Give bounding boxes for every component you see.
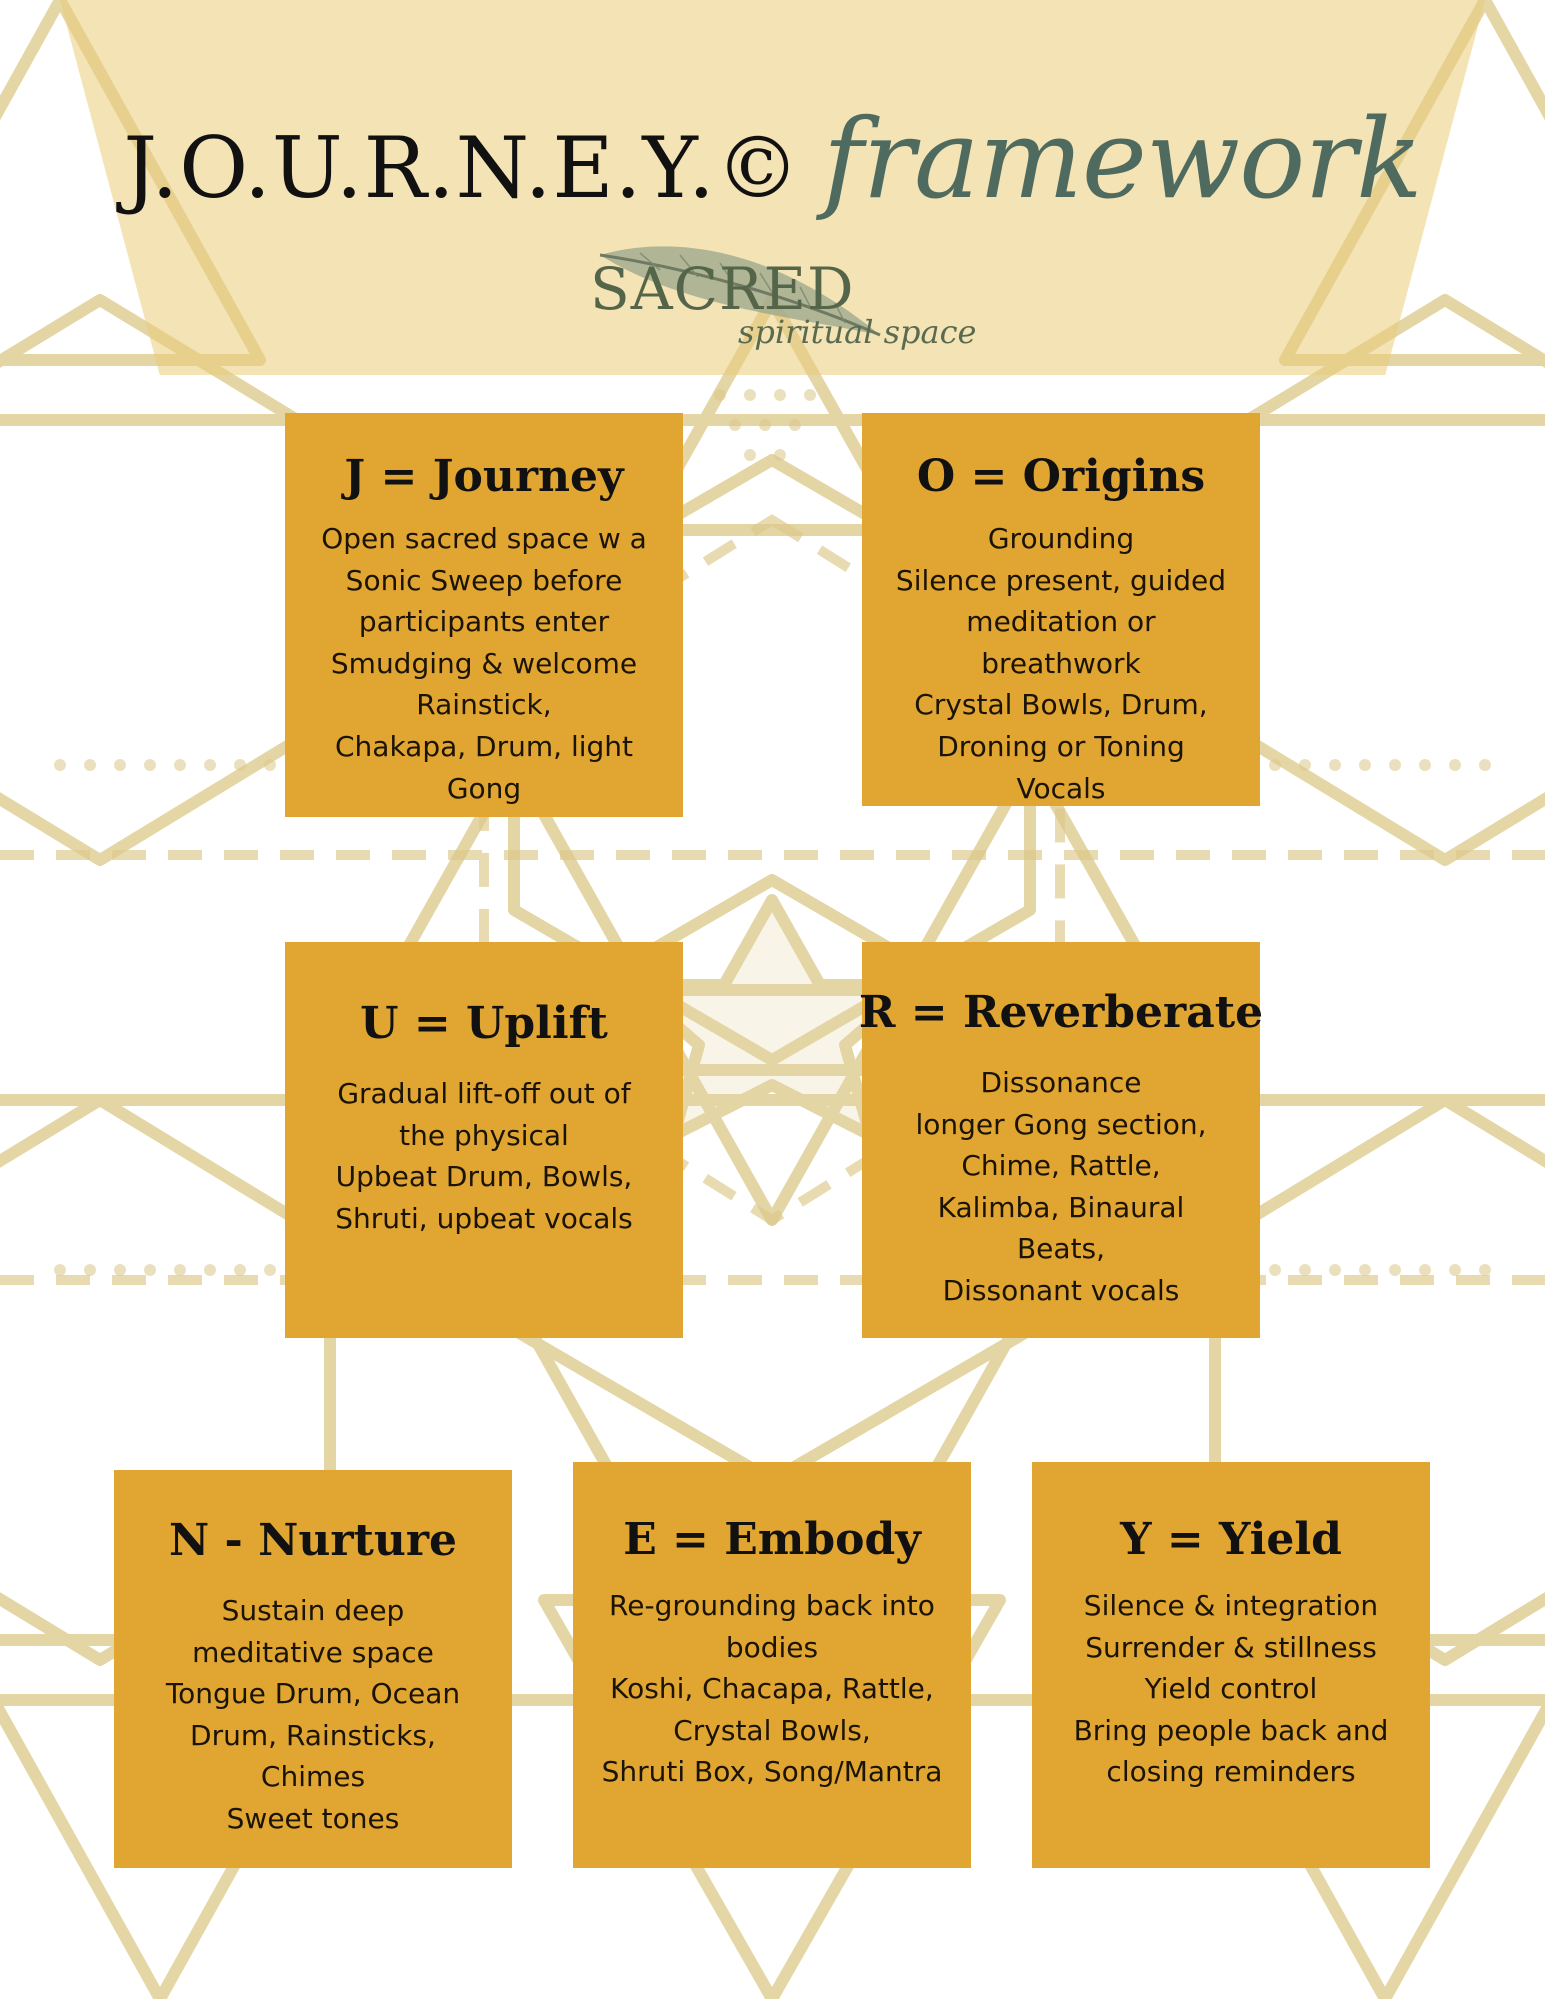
- card-body: [166, 1590, 460, 1840]
- card-body: [602, 1585, 943, 1793]
- logo-tagline: spiritual space: [738, 313, 977, 351]
- card-line: meditative space: [192, 1635, 434, 1669]
- card-line: bodies: [725, 1630, 819, 1664]
- card-line: Vocals: [1016, 771, 1106, 805]
- card-embody: [573, 1462, 971, 1868]
- card-line: breathwork: [981, 646, 1141, 680]
- card-line: Sonic Sweep before: [345, 563, 623, 597]
- card-line: participants enter: [358, 605, 610, 639]
- card-body: [321, 518, 647, 809]
- card-line: Yield control: [1144, 1672, 1318, 1706]
- card-title: U = Uplift: [360, 998, 608, 1049]
- card-line: Open sacred space w a: [321, 522, 647, 555]
- title-script: framework: [822, 95, 1422, 223]
- card-nurture: [114, 1470, 512, 1868]
- card-line: Kalimba, Binaural: [937, 1190, 1185, 1224]
- card-line: the physical: [399, 1118, 569, 1152]
- card-line: Droning or Toning: [937, 729, 1185, 763]
- card-line: Upbeat Drum, Bowls,: [335, 1160, 633, 1194]
- card-line: Koshi, Chacapa, Rattle,: [610, 1672, 934, 1706]
- card-title: N - Nurture: [169, 1515, 457, 1566]
- card-yield: [1032, 1462, 1430, 1868]
- card-line: Beats,: [1016, 1232, 1106, 1266]
- card-body: [915, 1062, 1206, 1312]
- card-line: Surrender & stillness: [1085, 1630, 1377, 1664]
- card-title: Y = Yield: [1120, 1514, 1342, 1565]
- card-origins: [862, 413, 1260, 806]
- card-line: Tongue Drum, Ocean: [165, 1677, 461, 1711]
- card-line: Chakapa, Drum, light: [334, 729, 634, 763]
- card-line: Rainstick,: [416, 688, 552, 722]
- card-line: Shruti Box, Song/Mantra: [601, 1755, 943, 1789]
- card-line: Dissonant vocals: [942, 1273, 1180, 1307]
- card-line: Chimes: [260, 1760, 366, 1794]
- card-title: E = Embody: [623, 1514, 921, 1565]
- title-acronym: J.O.U.R.N.E.Y.©: [123, 119, 801, 217]
- card-uplift: [285, 942, 683, 1338]
- card-journey: [285, 413, 683, 817]
- card-line: Smudging & welcome: [330, 646, 638, 680]
- card-line: Re-grounding back into: [609, 1589, 935, 1622]
- card-title: O = Origins: [916, 451, 1206, 502]
- card-line: Bring people back and: [1073, 1713, 1389, 1747]
- card-line: Drum, Rainsticks,: [190, 1718, 436, 1752]
- card-line: closing reminders: [1106, 1755, 1356, 1789]
- card-line: Silence present, guided: [895, 563, 1227, 597]
- card-body: [1074, 1585, 1389, 1793]
- card-line: Grounding: [987, 522, 1135, 555]
- card-title: J = Journey: [344, 451, 624, 502]
- card-line: Chime, Rattle,: [961, 1149, 1161, 1183]
- card-body: [335, 1073, 633, 1239]
- card-line: Shruti, upbeat vocals: [335, 1201, 633, 1235]
- card-line: Gradual lift-off out of: [337, 1077, 631, 1110]
- card-line: Silence & integration: [1083, 1589, 1379, 1622]
- card-line: longer Gong section,: [915, 1107, 1207, 1141]
- logo-wordmark: SACRED: [590, 255, 855, 323]
- card-line: Sustain deep: [221, 1594, 405, 1627]
- card-reverberate: [858, 942, 1264, 1338]
- card-line: Gong: [446, 771, 522, 805]
- card-line: Crystal Bowls, Drum,: [914, 688, 1208, 722]
- sacred-logo: [580, 225, 980, 355]
- card-line: Crystal Bowls,: [673, 1713, 871, 1747]
- card-line: Dissonance: [980, 1066, 1142, 1099]
- card-title: R = Reverberate: [858, 987, 1264, 1038]
- page-title: [0, 95, 1545, 235]
- card-body: [896, 518, 1226, 809]
- card-line: Sweet tones: [226, 1801, 400, 1835]
- card-line: meditation or: [966, 605, 1156, 639]
